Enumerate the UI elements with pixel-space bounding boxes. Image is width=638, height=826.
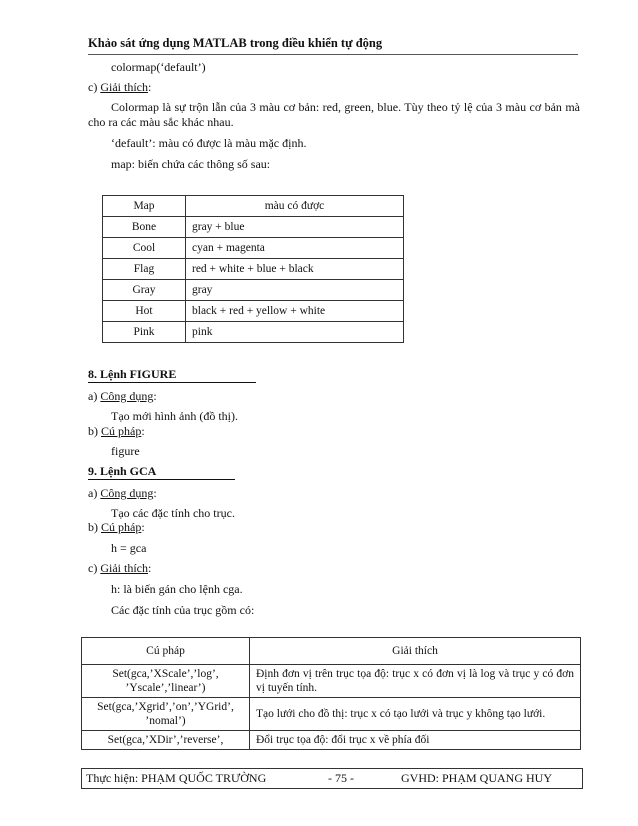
page-header: Khảo sát ứng dụng MATLAB trong điều khiển tự động: [88, 36, 578, 55]
table-cell: Set(gca,’Xgrid’,’on’,’YGrid’, ’nomal’): [82, 698, 250, 731]
footer-advisor: GVHD: PHẠM QUANG HUY: [401, 771, 553, 785]
table-cell: Bone: [103, 217, 186, 238]
table-row: [82, 731, 581, 750]
heading-c-explain: [88, 80, 151, 95]
section-8-b-heading: b) Cú pháp:: [88, 424, 145, 438]
section-9-c-text-1: h: là biến gán cho lệnh cga.: [111, 582, 243, 596]
colormap-paragraph: Colormap là sự trộn lẫn của 3 màu cơ bản: red, green, blue. Tùy theo tỷ lệ của 3 màu cơ bản mà cho ra các màu sắc khác nhau.: [88, 100, 580, 129]
table-row: [103, 217, 404, 238]
table-header-cell: Giải thích: [250, 638, 581, 665]
table-row: [103, 322, 404, 343]
section-8-b-text: figure: [111, 444, 140, 458]
table-cell: Hot: [103, 301, 186, 322]
table-cell: black + red + yellow + white: [186, 301, 404, 322]
footer-author: Thực hiện: PHẠM QUỐC TRƯỜNG: [86, 771, 267, 785]
table-cell: gray + blue: [186, 217, 404, 238]
table-row: [103, 280, 404, 301]
table-cell: Set(gca,’XScale’,’log’, ’Yscale’,’linear’): [82, 665, 250, 698]
table-cell: Pink: [103, 322, 186, 343]
table-row: [103, 238, 404, 259]
colormap-table: [102, 195, 404, 343]
section-9-title: 9. Lệnh GCA: [88, 464, 235, 480]
table-cell: Set(gca,’XDir’,’reverse’,: [82, 731, 250, 750]
section-8-a-text: Tạo mới hình ảnh (đồ thị).: [111, 409, 238, 423]
table-header-cell: Cú pháp: [82, 638, 250, 665]
table-row: [82, 698, 581, 731]
section-9-a-heading: a) Công dụng:: [88, 486, 157, 500]
table-cell: pink: [186, 322, 404, 343]
table-cell: Gray: [103, 280, 186, 301]
footer-page-number: - 75 -: [328, 771, 354, 785]
table-cell: Flag: [103, 259, 186, 280]
table-row: [103, 259, 404, 280]
table-cell: gray: [186, 280, 404, 301]
code-colormap-default: colormap(‘default’): [111, 60, 206, 74]
table-cell: Định đơn vị trên trục tọa độ: trục x có đơn vị là log và trục y có đơn vị tuyến tính.: [250, 665, 581, 698]
section-9-c-text-2: Các đặc tính của trục gồm có:: [111, 603, 255, 617]
table-cell: Cool: [103, 238, 186, 259]
table-cell: cyan + magenta: [186, 238, 404, 259]
section-9-a-text: Tạo các đặc tính cho trục.: [111, 506, 235, 520]
table-row: [103, 301, 404, 322]
section-9-c-heading: c) Giải thích:: [88, 561, 152, 575]
page-footer: [81, 768, 583, 789]
table-header-cell: Map: [103, 196, 186, 217]
default-description: ‘default’: màu có được là màu mặc định.: [111, 136, 307, 150]
c-label: Giải thích: [100, 80, 148, 94]
table-header-row: [82, 638, 581, 665]
table-cell: Tạo lưới cho đồ thị: trục x có tạo lưới và trục y không tạo lưới.: [250, 698, 581, 731]
table-row: [82, 665, 581, 698]
table-header-cell: màu có được: [186, 196, 404, 217]
gca-properties-table: [81, 637, 581, 750]
colon: :: [147, 80, 152, 94]
section-9-b-heading: b) Cú pháp:: [88, 520, 145, 534]
section-9-b-text: h = gca: [111, 541, 147, 555]
table-cell: red + white + blue + black: [186, 259, 404, 280]
table-cell: Đổi trục tọa độ: đổi trục x về phía đối: [250, 731, 581, 750]
section-8-title: 8. Lệnh FIGURE: [88, 367, 256, 383]
section-8-a-heading: a) Công dụng:: [88, 389, 157, 403]
table-header-row: [103, 196, 404, 217]
map-description: map: biến chứa các thông số sau:: [111, 157, 271, 171]
c-prefix: c): [88, 80, 101, 94]
